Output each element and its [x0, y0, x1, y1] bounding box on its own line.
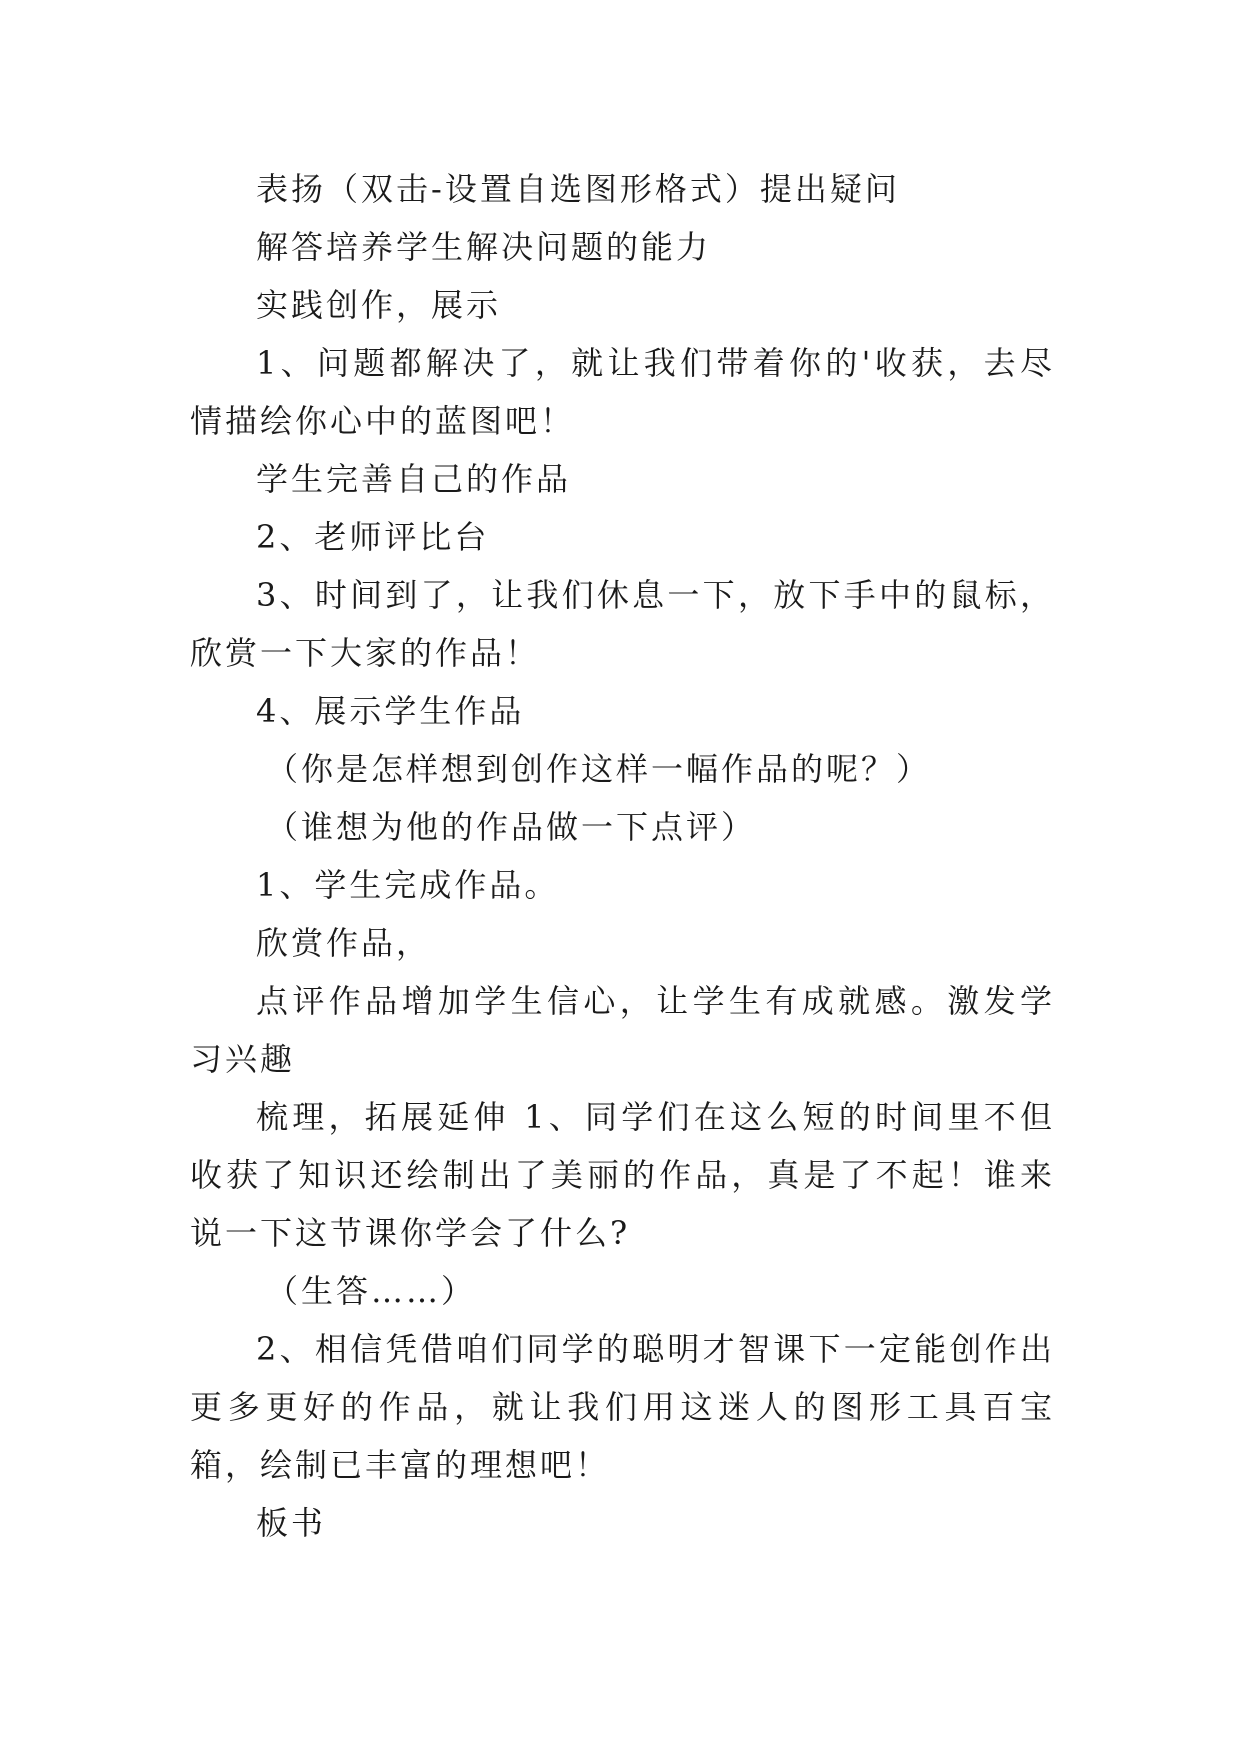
- paragraph-improve-work: 学生完善自己的作品: [256, 460, 572, 498]
- paragraph-student-answer: （生答……）: [266, 1272, 477, 1310]
- paragraph-step-3: 3、时间到了，让我们休息一下，放下手中的鼠标，欣赏一下大家的作品！: [190, 576, 1055, 672]
- paragraph-question-review: （谁想为他的作品做一下点评）: [266, 808, 757, 846]
- paragraph-board: 板书: [256, 1504, 327, 1542]
- paragraph-summary: 梳理，拓展延伸 1、同学们在这么短的时间里不但收获了知识还绘制出了美丽的作品，真是了不起！谁来说一下这节课你学会了什么?: [190, 1098, 1055, 1252]
- paragraph-step-1: 1、问题都解决了，就让我们带着你的'收获，去尽情描绘你心中的蓝图吧！: [190, 344, 1055, 440]
- paragraph-step-4: 4、展示学生作品: [256, 692, 525, 730]
- paragraph-answer: 解答培养学生解决问题的能力: [256, 228, 712, 266]
- paragraph-question-how: （你是怎样想到创作这样一幅作品的呢？）: [266, 750, 932, 788]
- paragraph-comment: 点评作品增加学生信心，让学生有成就感。激发学习兴趣: [190, 982, 1055, 1078]
- paragraph-extension: 2、相信凭借咱们同学的聪明才智课下一定能创作出更多更好的作品，就让我们用这迷人的图形工具百宝箱，绘制已丰富的理想吧！: [190, 1330, 1055, 1484]
- paragraph-practice: 实践创作，展示: [256, 286, 502, 324]
- document-body: [190, 160, 1055, 1552]
- paragraph-praise: 表扬（双击-设置自选图形格式）提出疑问: [256, 170, 900, 208]
- paragraph-complete-work: 1、学生完成作品。: [256, 866, 560, 904]
- paragraph-appreciate: 欣赏作品，: [256, 924, 432, 962]
- paragraph-step-2: 2、老师评比台: [256, 518, 490, 556]
